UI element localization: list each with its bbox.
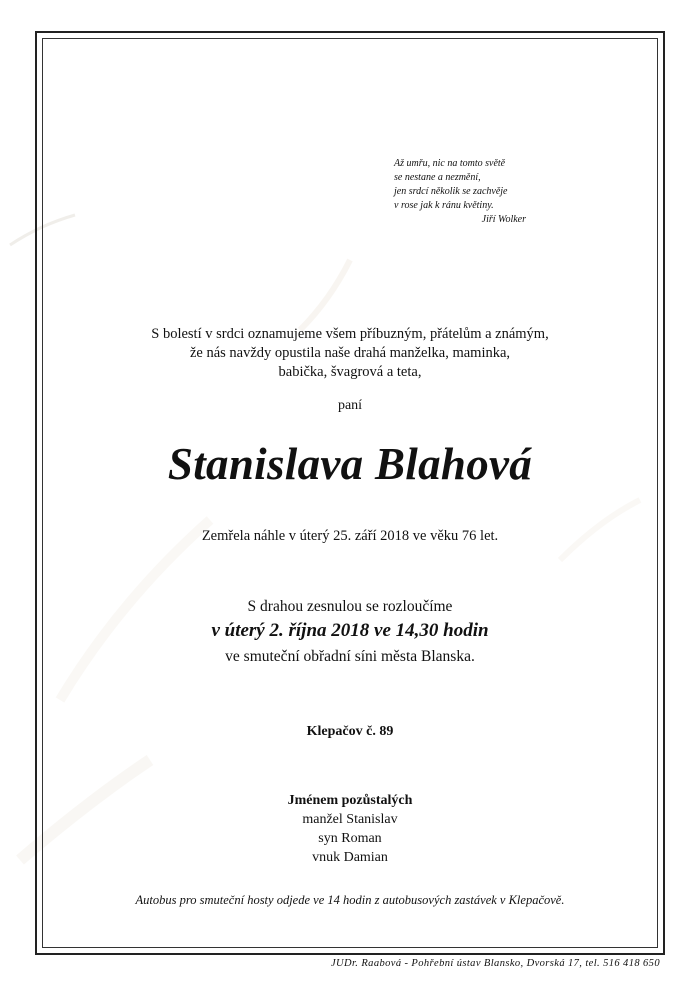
poem-line: jen srdcí několik se zachvěje — [394, 186, 508, 197]
farewell-intro: S drahou zesnulou se rozloučíme — [247, 598, 453, 615]
poem-line: se nestane a nezmění, — [394, 172, 481, 183]
survivors-heading: Jménem pozůstalých — [287, 793, 413, 808]
deceased-name: Stanislava Blahová — [167, 439, 533, 489]
bus-note: Autobus pro smuteční hosty odjede ve 14 hodin z autobusových zastávek v Klepačově. — [135, 893, 565, 907]
honorific: paní — [337, 398, 363, 413]
survivor-name: vnuk Damian — [312, 850, 388, 865]
survivors-block — [42, 791, 658, 867]
poem-author: Jiří Wolker — [481, 214, 526, 225]
announcement-line: že nás navždy opustila naše drahá manželka, maminka, — [189, 345, 511, 361]
poem-line: Až umřu, nic na tomto světě — [394, 158, 506, 169]
survivor-name: syn Roman — [318, 831, 382, 846]
address: Klepačov č. 89 — [306, 724, 394, 739]
announcement-text — [42, 325, 658, 382]
funeral-home-footer: JUDr. Raabová - Pohřební ústav Blansko, Dvorská 17, tel. 516 418 650 — [330, 958, 660, 969]
survivor-name: manžel Stanislav — [302, 812, 398, 827]
farewell-datetime: v úterý 2. října 2018 ve 14,30 hodin — [211, 620, 489, 641]
poem-line: v rose jak k ránu květiny. — [394, 200, 494, 211]
farewell-place: ve smuteční obřadní síni města Blanska. — [225, 648, 475, 665]
announcement-line: S bolestí v srdci oznamujeme všem příbuzným, přátelům a známým, — [151, 326, 549, 342]
poem — [394, 157, 564, 227]
death-note: Zemřela náhle v úterý 25. září 2018 ve věku 76 let. — [201, 528, 499, 544]
announcement-line: babička, švagrová a teta, — [278, 364, 422, 380]
